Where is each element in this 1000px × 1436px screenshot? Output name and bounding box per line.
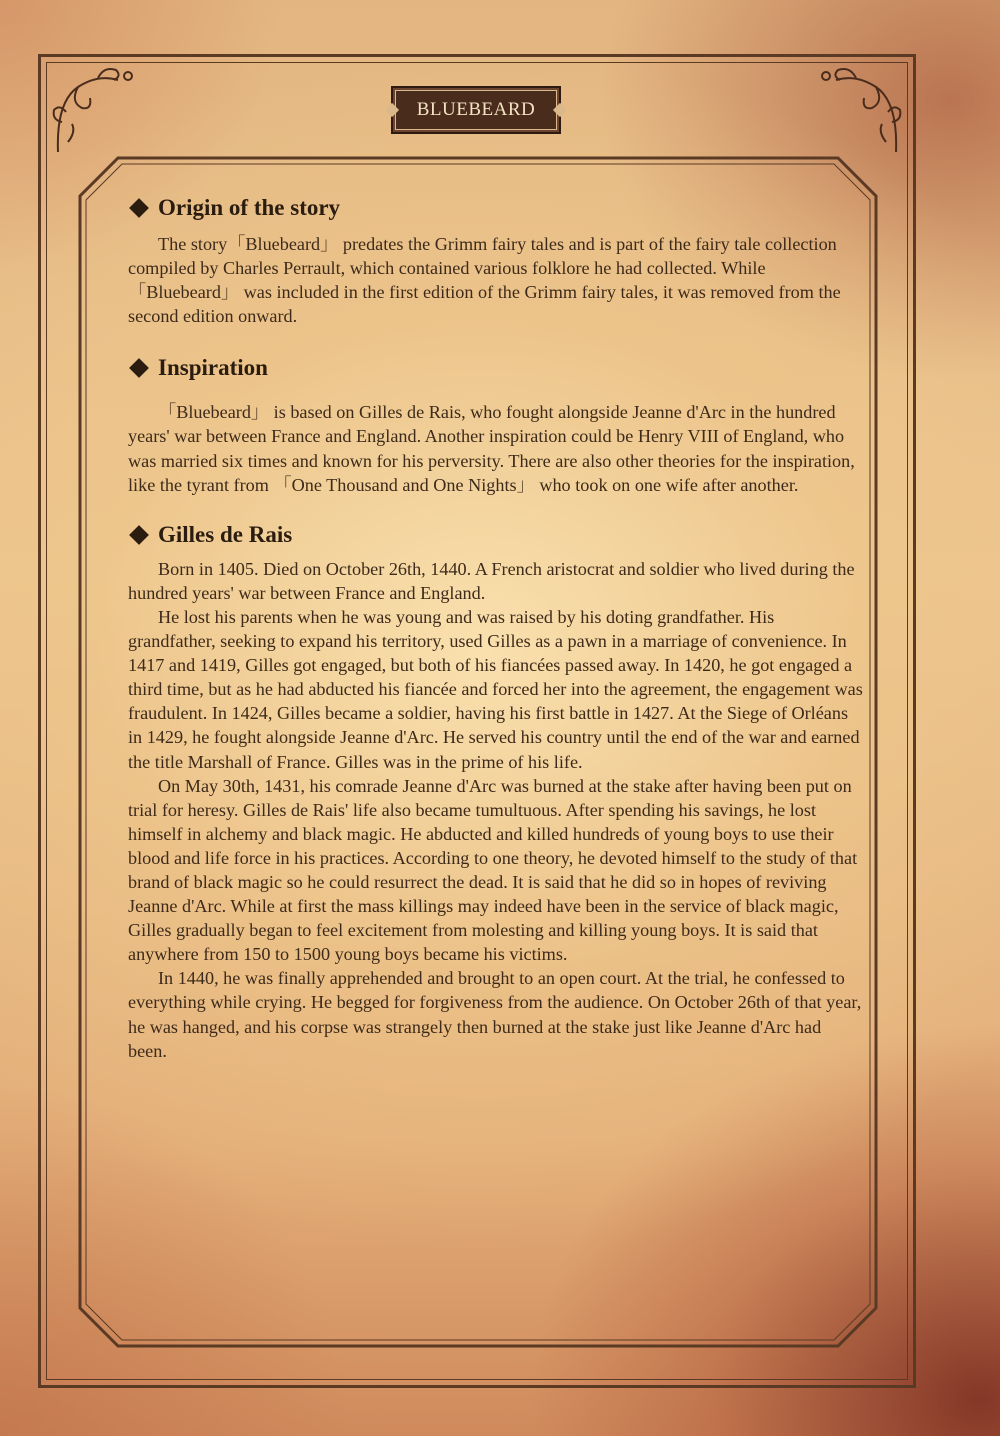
article-body bbox=[128, 190, 863, 1063]
section-heading bbox=[128, 350, 863, 386]
flourish-ornament-icon bbox=[48, 62, 148, 162]
title-badge bbox=[391, 86, 561, 134]
title-badge-text: BLUEBEARD bbox=[416, 99, 536, 120]
paragraph: 「Bluebeard」 is based on Gilles de Rais, who fought alongside Jeanne d'Arc in the hundred years' war between France and England. Another inspiration could be Henry VIII of England, who was married six times and known for his perversity. There are also other theories for the inspiration, like the tyrant from 「One Thousand and One Nights」 who took on one wife after another. bbox=[128, 402, 855, 495]
section-origin bbox=[128, 190, 863, 328]
paragraph: Born in 1405. Died on October 26th, 1440. A French aristocrat and soldier who lived during the hundred years' war between France and England. bbox=[128, 558, 855, 603]
section-heading-text: Origin of the story bbox=[158, 195, 341, 220]
paragraph: The story「Bluebeard」 predates the Grimm fairy tales and is part of the fairy tale collection compiled by Charles Perrault, which contained various folklore he had collected. While 「Bluebeard」 was included in the first edition of the Grimm fairy tales, it was removed from the second edition onward. bbox=[128, 234, 841, 327]
diamond-bullet-icon bbox=[129, 525, 149, 545]
section-heading-text: Inspiration bbox=[158, 355, 268, 381]
paragraph: In 1440, he was finally apprehended and brought to an open court. At the trial, he confessed to everything while crying. He begged for forgiveness from the audience. On October 26th of that year, he was hanged, and his corpse was strangely then burned at the stake just like Jeanne d'Arc had been. bbox=[128, 968, 862, 1061]
flourish-ornament-icon bbox=[806, 62, 906, 162]
diamond-bullet-icon bbox=[129, 358, 149, 378]
diamond-bullet-icon bbox=[129, 198, 149, 218]
section-heading bbox=[128, 190, 863, 226]
paragraph: He lost his parents when he was young and was raised by his doting grandfather. His grandfather, seeking to expand his territory, used Gilles as a pawn in a marriage of convenience. In 1417 and 1419, Gilles got engaged, but both of his fiancées passed away. In 1420, he got engaged a third time, but as he had abducted his fiancée and forced her into the agreement, the engagement was fraudulent. In 1424, Gilles became a soldier, having his first battle in 1427. At the Siege of Orléans in 1429, he fought alongside Jeanne d'Arc. He served his country until the end of the war and earned the title Marshall of France. Gilles was in the prime of his life. bbox=[128, 606, 863, 772]
section-gilles bbox=[128, 517, 863, 1063]
section-inspiration bbox=[128, 350, 863, 496]
paragraph: On May 30th, 1431, his comrade Jeanne d'Arc was burned at the stake after having been put on trial for heresy. Gilles de Rais' life also became tumultuous. After spending his savings, he lost himself in alchemy and black magic. He abducted and killed hundreds of young boys to use their blood and life force in his practices. According to one theory, he devoted himself to the study of that brand of black magic so he could resurrect the dead. It is said that he did so in hopes of reviving Jeanne d'Arc. While at first the mass killings may indeed have been in the service of black magic, Gilles gradually began to feel excitement from molesting and killing young boys. It is said that anywhere from 150 to 1500 young boys became his victims. bbox=[128, 775, 858, 965]
section-heading bbox=[128, 517, 863, 553]
section-heading-text: Gilles de Rais bbox=[158, 521, 293, 547]
